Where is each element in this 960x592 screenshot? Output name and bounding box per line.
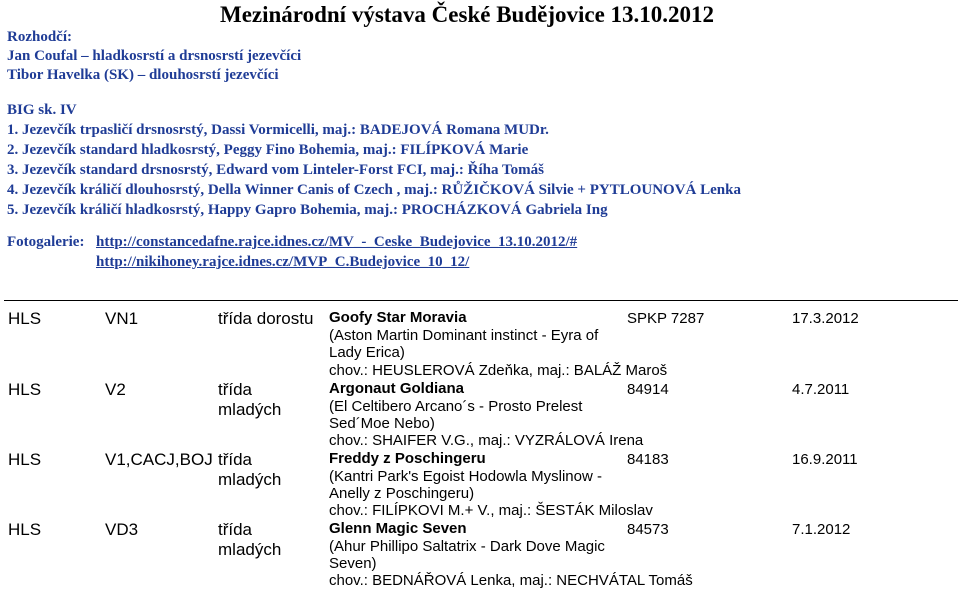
grade-cell: V1,CACJ,BOJ [105,450,213,469]
owner-line: chov.: HEUSLEROVÁ Zdeňka, maj.: BALÁŽ Maroš [329,362,668,379]
big-group-label: BIG sk. IV [7,102,77,118]
parents-line: Anelly z Poschingeru) [329,485,475,502]
placing-item: 3. Jezevčík standard drsnosrstý, Edward vom Linteler-Forst FCI, maj.: Říha Tomáš [7,162,544,178]
class-cell [218,520,281,560]
birth-date: 16.9.2011 [792,451,858,468]
class-line: třída dorostu [218,309,314,328]
variety-cell: HLS [8,520,42,539]
variety-cell: HLS [8,380,42,399]
class-line: mladých [218,470,282,489]
judge-line: Tibor Havelka (SK) – dlouhosrstí jezevčíci [7,67,279,83]
page-title: Mezinárodní výstava České Budějovice 13.10.2012 [220,2,715,27]
parents-line: Lady Erica) [329,344,405,361]
owner-line: chov.: FILÍPKOVI M.+ V., maj.: ŠESTÁK Miloslav [329,502,653,519]
class-line: mladých [218,400,282,419]
registration-number: 84914 [627,381,669,398]
registration-number: SPKP 7287 [627,310,705,327]
owner-line: chov.: SHAIFER V.G., maj.: VYZRÁLOVÁ Irena [329,432,644,449]
parents-line: (Ahur Phillipo Saltatrix - Dark Dove Magic [329,538,605,555]
grade-cell: V2 [105,380,126,399]
dog-name: Glenn Magic Seven [329,520,467,537]
parents-line: (El Celtibero Arcano´s - Prosto Prelest [329,398,583,415]
variety-cell: HLS [8,309,42,328]
parents-line: (Aston Martin Dominant instinct - Eyra of [329,327,599,344]
class-cell [218,309,313,329]
grade-cell: VD3 [105,520,139,539]
registration-number: 84573 [627,521,669,538]
judges-block [7,28,301,85]
parents-line: (Kantri Park's Egoist Hodowla Myslinow - [329,468,602,485]
judge-line: Jan Coufal – hladkosrstí a drsnosrstí jezevčíci [7,48,302,64]
birth-date: 7.1.2012 [792,521,851,538]
class-line: mladých [218,540,282,559]
grade-cell: VN1 [105,309,139,328]
dog-name: Freddy z Poschingeru [329,450,486,467]
parents-line: Seven) [329,555,377,572]
dog-name: Goofy Star Moravia [329,309,467,326]
dog-name: Argonaut Goldiana [329,380,464,397]
parents-line: Sed´Moe Nebo) [329,415,435,432]
gallery-link[interactable]: http://nikihoney.rajce.idnes.cz/MVP_C.Budejovice_10_12/ [96,254,470,270]
placing-item: 2. Jezevčík standard hladkosrstý, Peggy Fino Bohemia, maj.: FILÍPKOVÁ Marie [7,142,529,158]
birth-date: 17.3.2012 [792,310,859,327]
registration-number: 84183 [627,451,669,468]
placing-item: 5. Jezevčík králičí hladkosrstý, Happy Gapro Bohemia, maj.: PROCHÁZKOVÁ Gabriela Ing [7,202,608,218]
placing-item: 4. Jezevčík králičí dlouhosrstý, Della Winner Canis of Czech , maj.: RŮŽIČKOVÁ Silvie + PYTLOUNOVÁ Lenka [7,182,741,198]
class-cell [218,380,281,420]
class-line: třída [218,520,253,539]
class-cell [218,450,281,490]
class-line: třída [218,450,253,469]
gallery-label: Fotogalerie: [7,234,85,250]
table-top-rule [4,300,958,301]
variety-cell: HLS [8,450,42,469]
big-placings [7,120,741,220]
judges-label: Rozhodčí: [7,29,72,45]
gallery-link[interactable]: http://constancedafne.rajce.idnes.cz/MV_-_Ceske_Budejovice_13.10.2012/# [96,234,578,250]
birth-date: 4.7.2011 [792,381,850,398]
placing-item: 1. Jezevčík trpasličí drsnosrstý, Dassi Vormicelli, maj.: BADEJOVÁ Romana MUDr. [7,122,549,138]
owner-line: chov.: BEDNÁŘOVÁ Lenka, maj.: NECHVÁTAL Tomáš [329,572,693,589]
class-line: třída [218,380,253,399]
